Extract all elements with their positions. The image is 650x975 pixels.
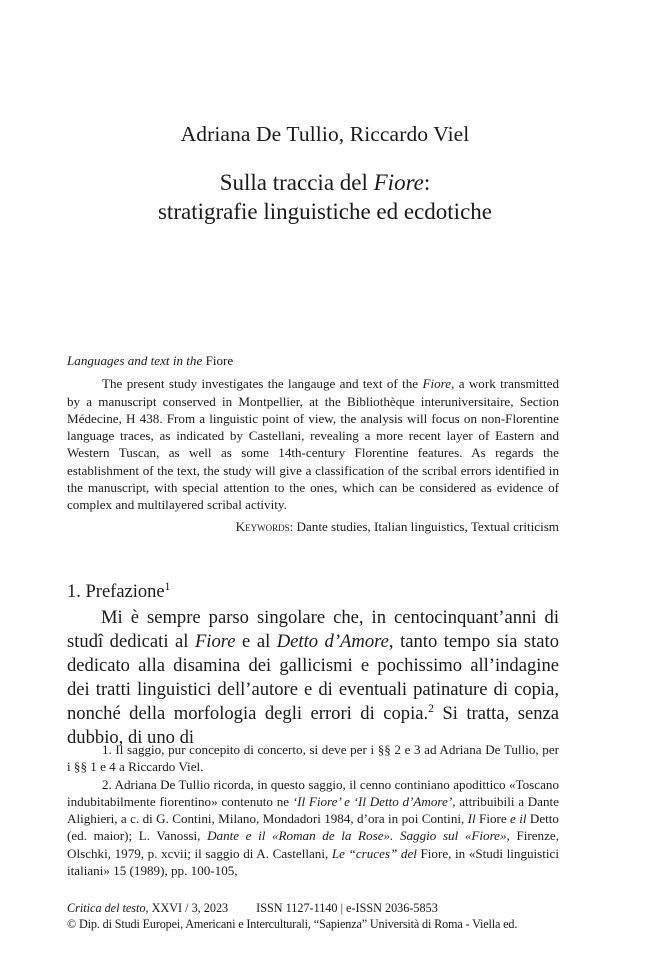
footnote-text: Fiore	[475, 811, 511, 827]
footer-copyright: © Dip. di Studi Europei, Americani e Interculturali, “Sapienza” Università di Roma - Viella ed.	[67, 917, 518, 931]
abstract-body	[67, 375, 559, 513]
abstract-text: The present study investigates the langauge and text of the	[102, 376, 423, 392]
footnote-italic: ‘Il Fiore’ e ‘Il Detto d’Amore’	[292, 793, 453, 809]
body-text: Mi è sempre parso singolare che, in centocinquant’anni di studî dedicati al	[67, 607, 559, 652]
abstract	[67, 352, 559, 535]
section-heading	[67, 582, 170, 603]
article-authors: Adriana De Tullio, Riccardo Viel	[180, 122, 470, 146]
footnote-text: , attribuibili a Dante Alighieri, a c. di G. Contini, Milano, Mondadori 1984, d’ora in poi Contini,	[67, 793, 559, 827]
footnotes	[67, 741, 559, 879]
keywords-list: : Dante studies, Italian linguistics, Textual criticism	[289, 518, 559, 534]
footnote-text: Fiore, in «Studi linguistici italiani» 15 (1989), pp. 100-105,	[67, 845, 560, 879]
abstract-heading-italic: Languages and text in the	[67, 353, 206, 368]
body-italic: Fiore	[194, 631, 236, 652]
footer-citation	[67, 900, 567, 916]
footnote-italic: Il	[467, 811, 476, 827]
section-heading-text: 1. Prefazione	[67, 582, 165, 602]
abstract-text: , a work transmitted by a manuscript conserved in Montpellier, at the Bibliothèque interuniversitaire, Section Médecine, H 438. From a linguistic point of view, the analysis will focus on non-Florentine language traces, as indicated by Castellani, revealing a more recent layer of Eastern and Western Tuscan, as well as some 14th-century Florentine features. As regards the establishment of the text, the study will give a classification of the scribal errors identified in the manuscript, with special attention to the ones, which can be considered as evidence of complex and multilayered scribal activity.	[67, 376, 560, 513]
footnote-2	[67, 776, 559, 880]
footnote-italic: Dante e il «Roman de la Rose». Saggio sul «Fiore»	[207, 828, 507, 844]
footnote-italic: Le “cruces” del	[331, 845, 417, 861]
footnote-text: Detto (ed. maior); L. Vanossi,	[67, 811, 559, 844]
footnote-text: 2. Adriana De Tullio ricorda, in questo saggio, il cenno continiano apodittico «Toscano indubitabilmente fiorentino» contenuto ne	[67, 776, 559, 809]
article-title	[0, 168, 650, 226]
journal-name: Critica del testo	[67, 901, 146, 915]
keywords	[67, 518, 559, 535]
body-paragraph	[67, 606, 559, 750]
body-text: Si tratta, senza dubbio, di uno di	[67, 703, 559, 748]
abstract-heading-roman: Fiore	[205, 353, 234, 368]
footnote-ref-2[interactable]: 2	[428, 702, 434, 715]
footnote-ref-1[interactable]: 1	[164, 580, 171, 593]
page-footer	[67, 900, 567, 932]
article-subtitle: stratigrafie linguistiche ed ecdotiche	[157, 199, 492, 224]
footnote-text: , Firenze, Olschki, 1979, p. xcvii; il saggio di A. Castellani,	[67, 828, 559, 861]
body-text: , tanto tempo sia stato dedicato alla disamina dei gallicismi e pochissimo all’indagine dei tratti linguistici dell’autore e di eventuali patinature di copia, nonché della morfologia degli errori di copia.	[67, 631, 559, 724]
journal-issn: ISSN 1127-1140 | e-ISSN 2036-5853	[256, 901, 438, 915]
footnote-italic: e il	[510, 811, 527, 827]
journal-volume: , XXVI / 3, 2023	[145, 901, 229, 915]
title-colon: :	[423, 170, 431, 195]
title-text: Sulla traccia del	[219, 170, 374, 195]
title-italic: Fiore	[373, 170, 424, 195]
footnote-1: 1. Il saggio, pur concepito di concerto, si deve per i §§ 2 e 3 ad Adriana De Tullio, per i §§ 1 e 4 a Riccardo Viel.	[67, 742, 559, 775]
abstract-italic: Fiore	[422, 376, 452, 392]
abstract-heading	[67, 352, 559, 369]
body-text: e al	[235, 631, 277, 652]
keywords-label: Keywords	[235, 518, 290, 534]
body-italic: Detto d’Amore	[276, 631, 389, 652]
title-line	[0, 168, 650, 197]
